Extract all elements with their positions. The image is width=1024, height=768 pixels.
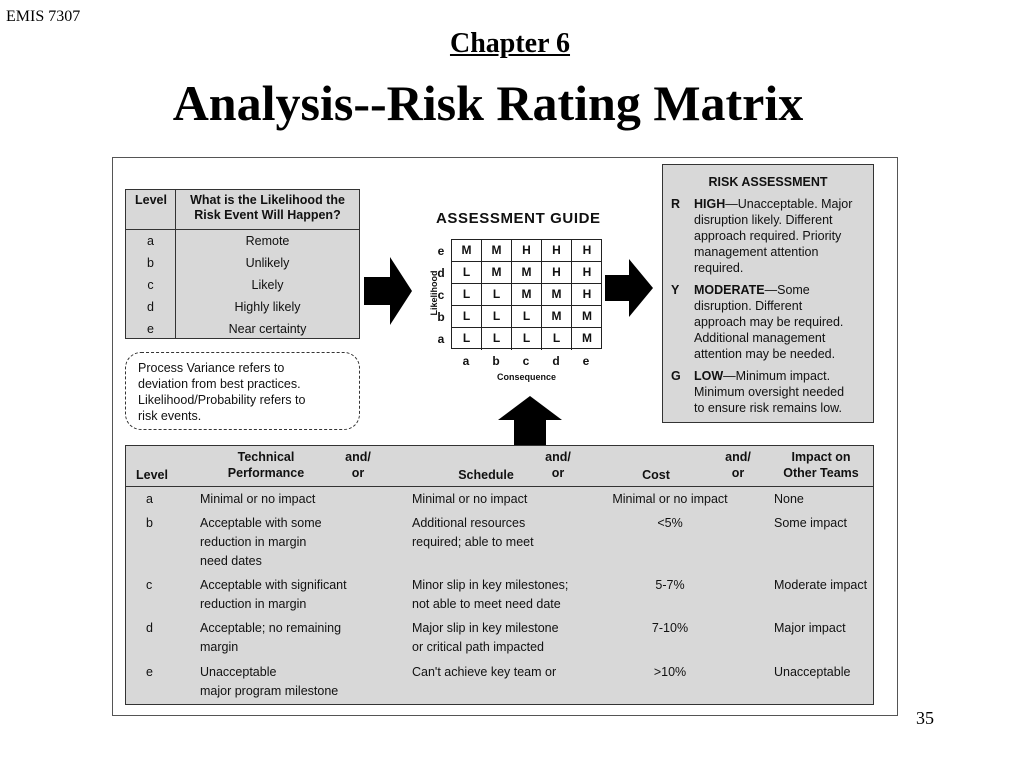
- likelihood-text: Highly likely: [234, 300, 301, 314]
- grid-cell: M: [582, 331, 592, 345]
- row-cost: Minimal or no impact: [612, 492, 728, 506]
- row-cost: 7-10%: [651, 621, 689, 635]
- header-and-or: or: [351, 466, 365, 480]
- grid-row-label: d: [437, 266, 445, 280]
- likelihood-header-line-2: Risk Event Will Happen?: [194, 208, 341, 222]
- likelihood-text: Likely: [251, 278, 284, 292]
- risk-level-text: required.: [694, 261, 744, 275]
- risk-level-text: MODERATE—Some: [694, 283, 810, 297]
- note-line: risk events.: [138, 409, 202, 423]
- course-label: EMIS 7307: [6, 8, 81, 25]
- risk-level-text: LOW—Minimum impact.: [694, 369, 831, 383]
- likelihood-level: a: [147, 234, 154, 248]
- risk-assessment-title: RISK ASSESSMENT: [708, 175, 828, 189]
- header-and-or: or: [731, 466, 745, 480]
- risk-level-text: approach may be required.: [694, 315, 844, 329]
- header-and-or: and/: [725, 450, 751, 464]
- likelihood-text: Unlikely: [245, 256, 290, 270]
- likelihood-header-line-1: What is the Likelihood the: [190, 193, 345, 207]
- page-number: 35: [916, 708, 934, 728]
- consequence-axis-label: Consequence: [496, 372, 556, 382]
- header-technical: Technical: [237, 450, 295, 464]
- header-impact: Other Teams: [783, 466, 859, 480]
- row-schedule: Major slip in key milestone or critical path impacted: [412, 621, 559, 654]
- grid-cell: L: [542, 328, 572, 350]
- row-technical: Acceptable with significant reduction in margin: [200, 578, 347, 611]
- grid-cell: M: [452, 240, 482, 262]
- grid-cell: H: [542, 240, 572, 262]
- header-technical: Performance: [227, 466, 305, 480]
- row-cost: 5-7%: [655, 578, 685, 592]
- grid-col-label: b: [492, 354, 500, 368]
- assessment-guide-title: ASSESSMENT GUIDE: [436, 210, 601, 227]
- row-impact: Unacceptable: [774, 665, 851, 679]
- row-impact: Major impact: [774, 621, 846, 635]
- likelihood-text: Remote: [245, 234, 290, 248]
- grid-cell: M: [542, 284, 572, 306]
- right-arrow-icon: [364, 257, 412, 325]
- grid-col-label: a: [462, 354, 470, 368]
- row-technical: Acceptable with some reduction in margin need dates: [200, 516, 322, 568]
- note-line: Process Variance refers to: [138, 361, 285, 375]
- right-arrow-icon: [605, 259, 653, 317]
- row-schedule: Can't achieve key team or: [412, 665, 557, 679]
- risk-level-text: Minimum oversight needed: [694, 385, 845, 399]
- header-and-or: or: [551, 466, 565, 480]
- risk-level-text: to ensure risk remains low.: [694, 401, 842, 415]
- grid-col-label: e: [582, 354, 590, 368]
- likelihood-table: [125, 189, 360, 339]
- grid-cell: L: [482, 284, 512, 306]
- grid-cell: M: [482, 262, 512, 284]
- grid-cell: H: [572, 240, 602, 262]
- risk-level-text: disruption likely. Different: [694, 213, 833, 227]
- risk-level-item: [663, 368, 873, 416]
- row-schedule: Additional resources required; able to meet: [412, 516, 534, 549]
- header-level: Level: [136, 468, 168, 482]
- row-level: b: [146, 516, 153, 530]
- grid-cell: H: [572, 262, 602, 284]
- row-technical: Minimal or no impact: [200, 492, 316, 506]
- risk-level-text: Additional management: [694, 331, 826, 345]
- grid-cell: H: [512, 240, 542, 262]
- risk-level-letter: G: [671, 369, 681, 383]
- row-level: e: [146, 665, 153, 679]
- risk-level-text: disruption. Different: [694, 299, 803, 313]
- header-cost: Cost: [642, 468, 670, 482]
- grid-cell: M: [542, 306, 572, 328]
- grid-cell: M: [512, 262, 542, 284]
- header-schedule: Schedule: [458, 468, 514, 482]
- grid-row-label: c: [437, 288, 445, 302]
- chapter-heading: Chapter 6: [449, 28, 571, 59]
- consequence-table: [125, 445, 874, 705]
- risk-level-item: [663, 282, 873, 362]
- grid-cell: M: [572, 306, 602, 328]
- row-technical: Acceptable; no remaining margin: [200, 621, 342, 654]
- likelihood-level: e: [147, 322, 154, 336]
- risk-level-text: management attention: [694, 245, 819, 259]
- likelihood-text: Near certainty: [228, 322, 307, 336]
- consequence-table-header: [126, 446, 873, 487]
- grid-cell: M: [482, 240, 512, 262]
- up-arrow-icon: [498, 396, 562, 445]
- row-cost: <5%: [657, 516, 683, 530]
- likelihood-header-level: Level: [126, 190, 176, 229]
- risk-assessment-box: [662, 164, 874, 423]
- likelihood-level: c: [147, 278, 154, 292]
- grid-cell: L: [512, 306, 542, 328]
- risk-level-letter: Y: [671, 283, 680, 297]
- row-level: c: [146, 578, 153, 592]
- grid-cell: H: [542, 262, 572, 284]
- row-impact: Some impact: [774, 516, 847, 530]
- grid-col-label: d: [552, 354, 560, 368]
- risk-level-item: [663, 196, 873, 276]
- grid-cell: L: [482, 306, 512, 328]
- grid-cell: L: [452, 284, 482, 306]
- row-schedule: Minimal or no impact: [412, 492, 528, 506]
- process-variance-note: [125, 352, 360, 430]
- slide-title: Analysis--Risk Rating Matrix: [172, 75, 804, 131]
- row-level: a: [146, 492, 153, 506]
- grid-row-label: a: [437, 332, 445, 346]
- header-and-or: and/: [545, 450, 571, 464]
- risk-level-text: attention may be needed.: [694, 347, 836, 361]
- grid-cell: M: [512, 284, 542, 306]
- risk-level-text: approach required. Priority: [694, 229, 842, 243]
- grid-col-label: c: [522, 354, 530, 368]
- risk-level-letter: R: [671, 197, 681, 211]
- row-level: d: [146, 621, 153, 635]
- likelihood-axis-label: Likelihood: [429, 270, 439, 316]
- grid-row-label: e: [437, 244, 445, 258]
- grid-cell: L: [512, 328, 542, 350]
- grid-cell: L: [452, 328, 482, 350]
- row-cost: >10%: [653, 665, 687, 679]
- risk-matrix-figure: [112, 157, 898, 716]
- assessment-grid: [451, 239, 602, 349]
- likelihood-header-question: [176, 190, 359, 229]
- grid-cell: L: [452, 262, 482, 284]
- row-impact: Moderate impact: [774, 578, 868, 592]
- grid-row-label: b: [437, 310, 445, 324]
- risk-level-text: HIGH—Unacceptable. Major: [694, 197, 853, 211]
- likelihood-level: b: [147, 256, 154, 270]
- grid-cell: L: [482, 328, 512, 350]
- row-impact: None: [774, 492, 804, 506]
- note-line: Likelihood/Probability refers to: [138, 393, 306, 407]
- note-line: deviation from best practices.: [138, 377, 301, 391]
- header-and-or: and/: [345, 450, 371, 464]
- grid-cell: H: [572, 284, 602, 306]
- row-technical: Unacceptable major program milestone: [200, 665, 339, 698]
- grid-cell: L: [452, 306, 482, 328]
- likelihood-level: d: [147, 300, 154, 314]
- header-impact: Impact on: [791, 450, 851, 464]
- row-schedule: Minor slip in key milestones; not able to meet need date: [412, 578, 569, 611]
